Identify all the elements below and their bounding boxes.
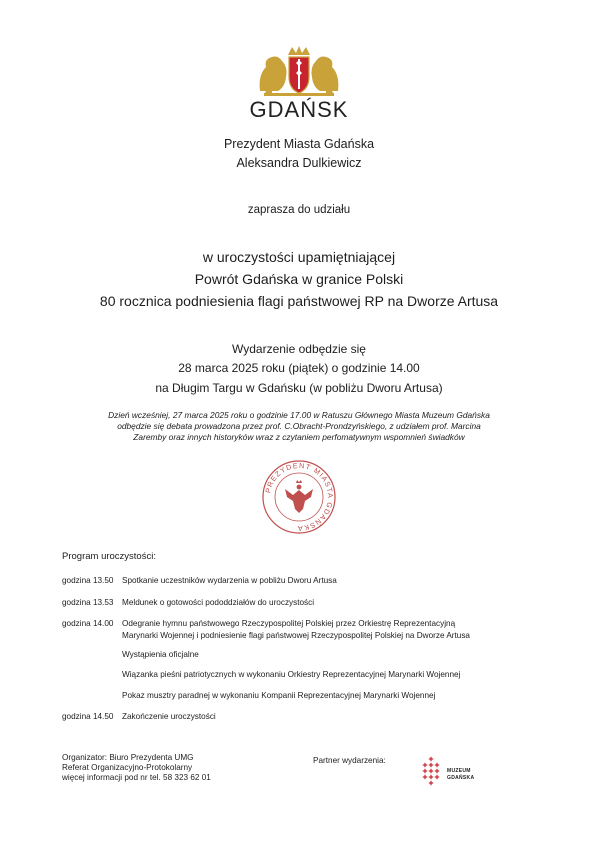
event-place-line: na Długim Targu w Gdańsku (w pobliżu Dworu Artusa) (155, 381, 443, 395)
museum-cross (436, 763, 437, 767)
program-time: godzina 14.00 (62, 619, 114, 628)
event-when-line: Wydarzenie odbędzie się (232, 342, 366, 356)
program-time: godzina 13.53 (62, 598, 114, 607)
program-description: Odegranie hymnu państwowego Rzeczypospolitej Polskiej przez Orkiestrę Reprezentacyjną (122, 619, 456, 628)
debate-note-line: odbędzie się debata prowadzona przez prof. C.Obracht-Prondzyńskiego, z udziałem prof. Marcina (117, 421, 481, 431)
official-stamp (261, 459, 337, 535)
organizer-line: Organizator: Biuro Prezydenta UMG (62, 753, 194, 762)
museum-cross (424, 769, 425, 773)
program-title: Program uroczystości: (62, 551, 156, 562)
issuer-name: Aleksandra Dulkiewicz (236, 156, 362, 170)
partner-name: MUZEUM (447, 768, 471, 774)
museum-cross (424, 763, 425, 767)
museum-crosses-logo (417, 756, 445, 790)
program-description: Pokaz musztry paradnej w wykonaniu Kompanii Reprezentacyjnej Marynarki Wojennej (122, 691, 436, 700)
debate-note-line: Zaremby oraz innych historyków wraz z czytaniem perfomatywnym wspomnień świadków (133, 432, 465, 442)
museum-cross (430, 775, 431, 779)
program-time: godzina 13.50 (62, 576, 114, 585)
museum-cross (430, 781, 431, 785)
organizer-line: Referat Organizacyjno-Protokolarny (62, 763, 193, 772)
museum-cross (430, 763, 431, 767)
partner-label: Partner wydarzenia: (313, 756, 386, 765)
program-description: Meldunek o gotowości pododdziałów do uroczystości (122, 598, 315, 607)
event-date-line: 28 marca 2025 roku (piątek) o godzinie 14.00 (178, 361, 420, 375)
organizer-contact: więcej informacji pod nr tel. 58 323 62 01 (62, 773, 211, 782)
event-title-line: w uroczystości upamiętniającej (202, 249, 396, 265)
museum-cross (436, 775, 437, 779)
brand-wordmark: GDAŃSK (249, 97, 349, 122)
program-description: Wiązanka pieśni patriotycznych w wykonaniu Orkiestry Reprezentacyjnej Marynarki Wojennej (122, 670, 461, 679)
museum-cross (424, 775, 425, 779)
program-description: Marynarki Wojennej i podniesienie flagi państwowej Rzeczypospolitej Polskiej na Dworze Artusa (122, 631, 470, 640)
program-description: Zakończenie uroczystości (122, 712, 216, 721)
stamp-text: PREZYDENT MIASTA GDAŃSKA (263, 460, 336, 534)
museum-cross (436, 769, 437, 773)
invitation-intro: zaprasza do udziału (247, 204, 351, 216)
gdansk-coat-of-arms-logo (252, 45, 346, 97)
issuer-title: Prezydent Miasta Gdańska (223, 137, 375, 151)
debate-note-line: Dzień wcześniej, 27 marca 2025 roku o godzinie 17.00 w Ratuszu Głównego Miasta Muzeum Gdańska (108, 410, 490, 420)
museum-cross (430, 769, 431, 773)
program-time: godzina 14.50 (62, 712, 114, 721)
event-title-line: Powrót Gdańska w granice Polski (194, 271, 404, 287)
museum-cross (430, 757, 431, 761)
debate-note (0, 410, 598, 443)
program-description: Wystąpienia oficjalne (122, 650, 199, 659)
program-description: Spotkanie uczestników wydarzenia w pobliżu Dworu Artusa (122, 576, 337, 585)
partner-name: GDAŃSKA (447, 775, 475, 781)
event-title-line: 80 rocznica podniesienia flagi państwowej RP na Dworze Artusa (99, 293, 499, 309)
